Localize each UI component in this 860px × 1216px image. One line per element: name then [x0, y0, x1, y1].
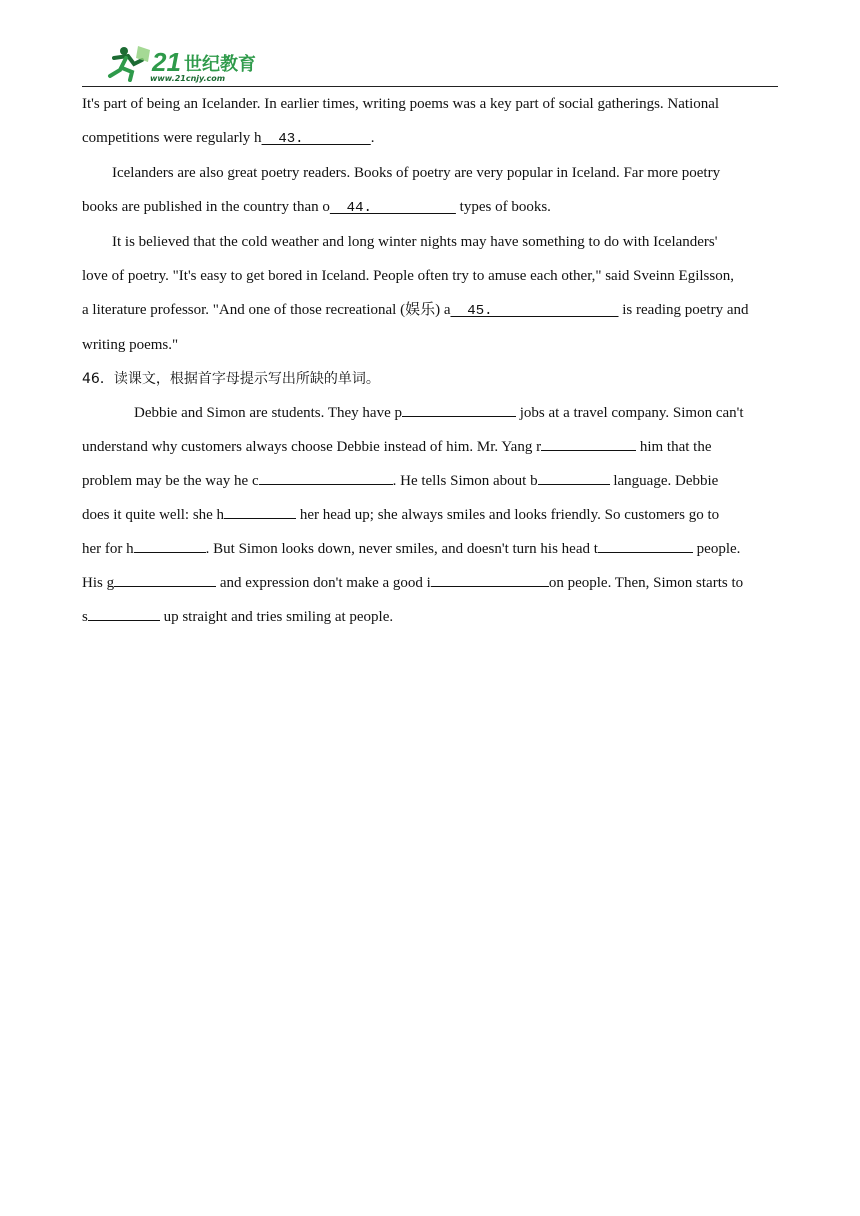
q46-text: up straight and tries smiling at people. [159, 609, 394, 625]
question-46-label: 46．读课文，根据首字母提示写出所缺的单词。 [82, 371, 380, 387]
answer-blank[interactable] [114, 572, 216, 587]
blank-45[interactable]: 45. [450, 303, 619, 319]
passage-text: types of books. [455, 199, 551, 215]
passage-line [82, 293, 779, 328]
answer-blank[interactable] [598, 538, 693, 553]
svg-text:21: 21 [152, 47, 181, 77]
passage-text: It's part of being an Icelander. In earlier times, writing poems was a key part of social gatherings. National [82, 96, 720, 112]
q46-text: His g [82, 575, 115, 591]
answer-blank[interactable] [538, 470, 610, 485]
passage-text: Icelanders are also great poetry readers. Books of poetry are very popular in Iceland. Far more poetry [112, 165, 721, 181]
q46-text: understand why customers always choose Debbie instead of him. Mr. Yang r [82, 439, 542, 455]
q46-line [82, 396, 779, 430]
blank-44[interactable]: 44. [329, 200, 456, 216]
answer-blank[interactable] [541, 436, 636, 451]
answer-blank[interactable] [88, 606, 160, 621]
q46-line [82, 498, 779, 532]
passage-line [82, 259, 779, 293]
site-logo [104, 42, 274, 84]
q46-text: and expression don't make a good i [216, 575, 431, 591]
passage-line [82, 190, 779, 225]
q46-text: on people. Then, Simon starts to [548, 575, 744, 591]
answer-blank[interactable] [402, 402, 516, 417]
passage-text: is reading poetry and [618, 302, 749, 318]
q46-text: him that the [636, 439, 712, 455]
q46-text: her for h [82, 541, 134, 557]
answer-blank[interactable] [431, 572, 549, 587]
q46-text: does it quite well: she h [82, 507, 225, 523]
q46-text: people. [692, 541, 741, 557]
q46-line [82, 430, 779, 464]
passage-text: . [370, 130, 375, 146]
passage-text: love of poetry. "It's easy to get bored in Iceland. People often try to amuse each other," said Sveinn Egilsson, [82, 268, 734, 284]
runner-logo-icon [104, 42, 274, 84]
passage-text: writing poems." [82, 337, 179, 353]
passage-text: a literature professor. "And one of those recreational (娱乐) a [82, 302, 451, 318]
page-header [82, 40, 778, 87]
q46-line [82, 464, 779, 498]
passage-text: It is believed that the cold weather and long winter nights may have something to do with Icelanders' [112, 234, 718, 250]
q46-text: jobs at a travel company. Simon can't [516, 405, 744, 421]
blank-43[interactable]: 43. [261, 131, 371, 147]
answer-blank[interactable] [134, 538, 206, 553]
document-body [82, 87, 779, 634]
q46-text: . He tells Simon about b [392, 473, 538, 489]
q46-line [82, 566, 779, 600]
passage-line [82, 225, 779, 259]
passage-line [82, 87, 779, 121]
q46-text: . But Simon looks down, never smiles, and doesn't turn his head t [205, 541, 598, 557]
q46-line [82, 532, 779, 566]
q46-text: language. Debbie [609, 473, 719, 489]
passage-line [82, 328, 779, 362]
answer-blank[interactable] [259, 470, 393, 485]
q46-text: problem may be the way he c [82, 473, 259, 489]
passage-line [82, 121, 779, 156]
q46-text: Debbie and Simon are students. They have p [134, 405, 402, 421]
passage-text: books are published in the country than o [82, 199, 330, 215]
q46-line [82, 600, 779, 634]
q46-text: her head up; she always smiles and looks friendly. So customers go to [296, 507, 720, 523]
svg-text:www.21cnjy.com: www.21cnjy.com [150, 74, 226, 83]
answer-blank[interactable] [224, 504, 296, 519]
passage-text: competitions were regularly h [82, 130, 262, 146]
svg-text:世纪教育: 世纪教育 [184, 54, 256, 75]
passage-line [82, 156, 779, 190]
q46-text: s [82, 609, 88, 625]
